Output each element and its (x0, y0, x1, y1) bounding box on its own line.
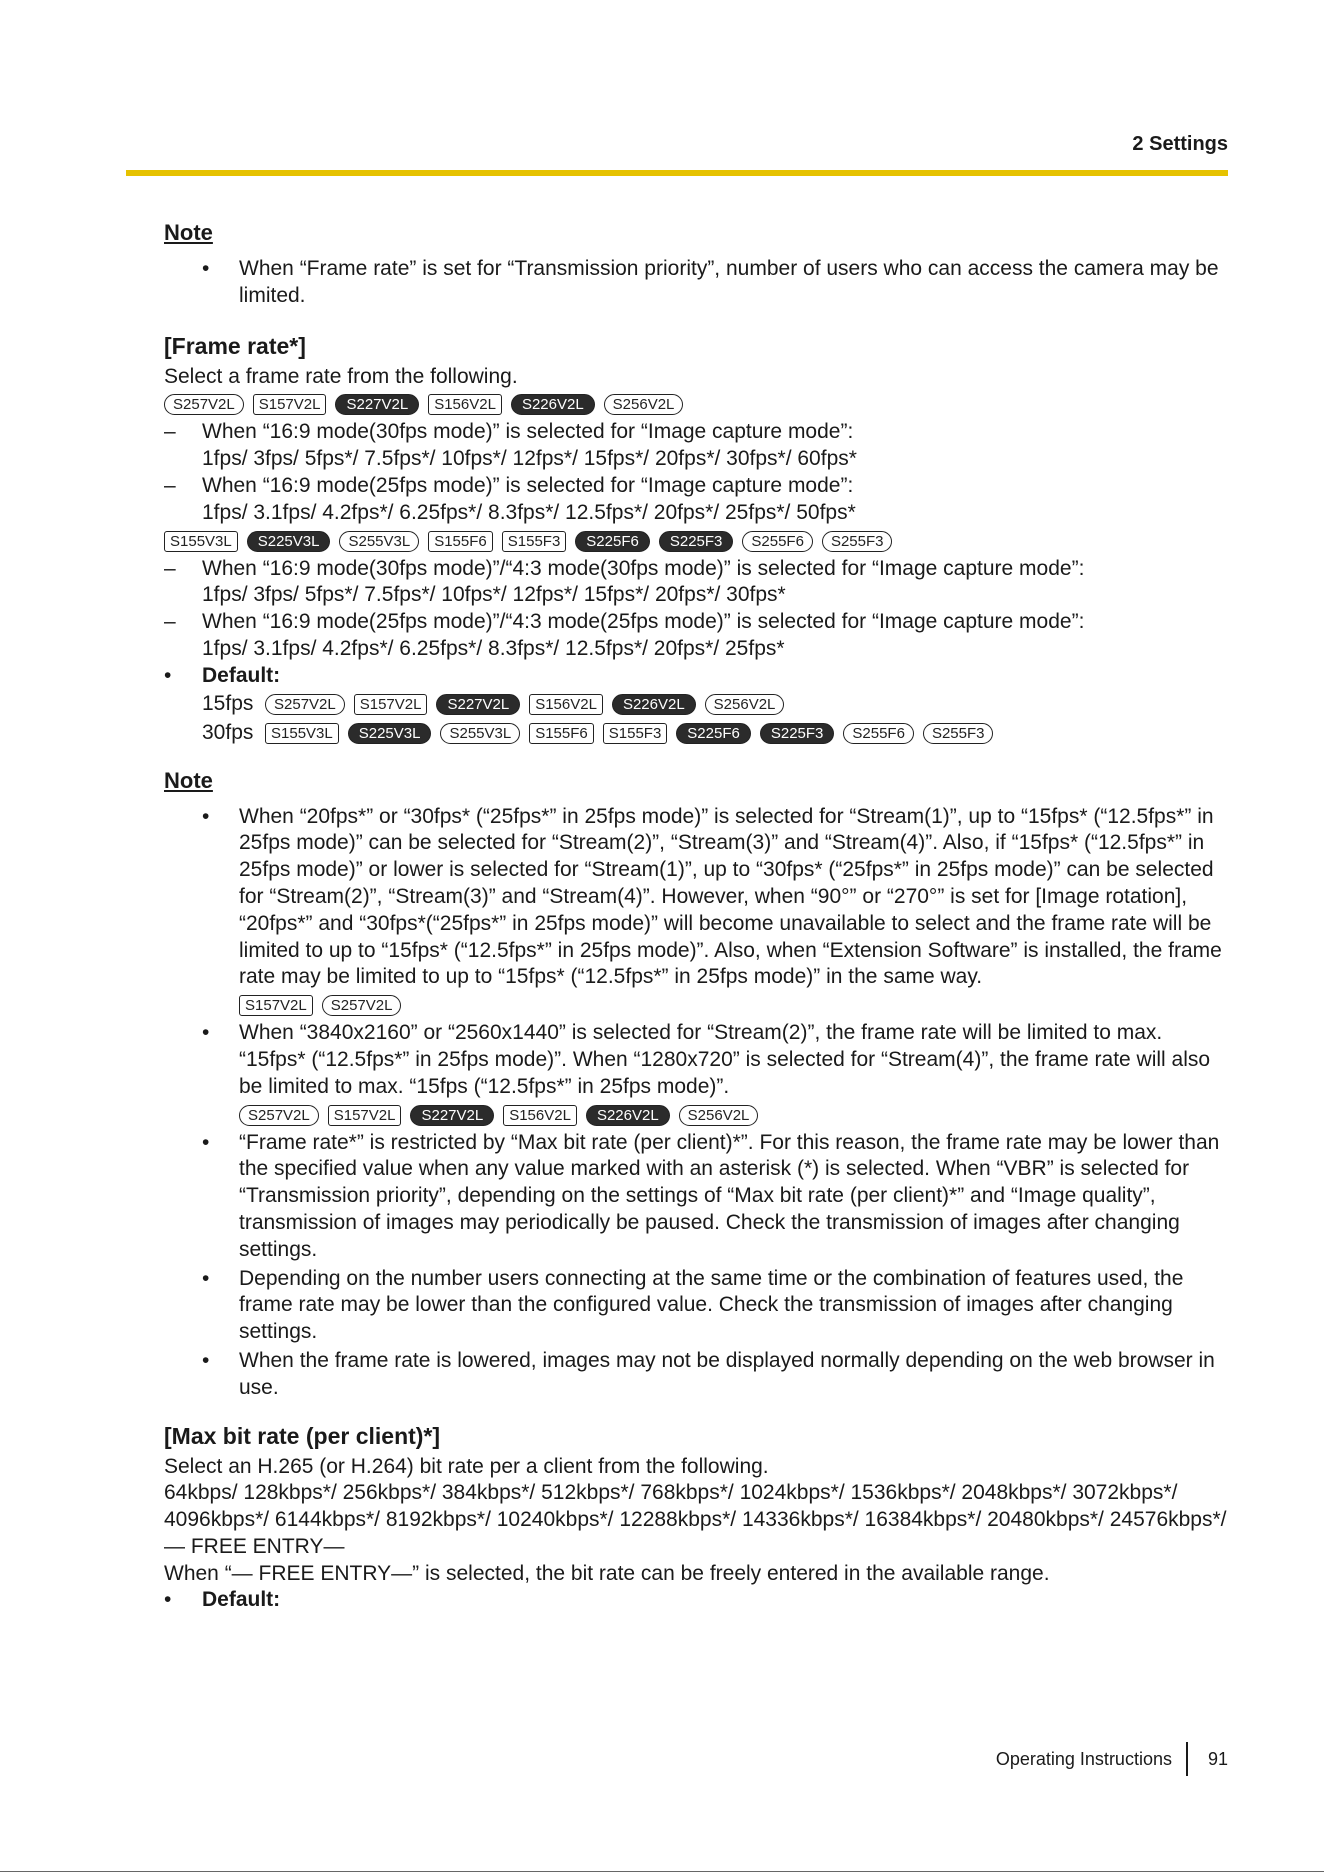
model-tag-row (164, 527, 1228, 556)
model-tag-row (239, 991, 1228, 1020)
model-tag-row (239, 1101, 1228, 1130)
bullet-icon: • (164, 1588, 172, 1612)
bullet-icon: • (202, 804, 210, 828)
footer-separator (1186, 1742, 1188, 1776)
mode-condition: When “16:9 mode(30fps mode)” is selected for “Image capture mode”: (202, 420, 854, 444)
model-tag: S225F6 (676, 723, 751, 744)
model-tag: S255F3 (923, 723, 994, 744)
model-tag: S155V3L (265, 723, 339, 744)
bullet-icon: • (164, 663, 172, 687)
note-block-2 (164, 766, 1228, 1402)
page-number: 91 (1207, 1748, 1228, 1769)
mode-values: 1fps/ 3.1fps/ 4.2fps*/ 6.25fps*/ 8.3fps*/ 12.5fps*/ 20fps*/ 25fps* (202, 636, 785, 660)
bullet-icon: • (202, 257, 210, 280)
model-tag: S227V2L (436, 694, 520, 715)
model-tag: S155F3 (603, 723, 668, 744)
note-bullet-text: When “Frame rate” is set for “Transmission priority”, number of users who can access the camera may be limited. (239, 257, 1219, 307)
model-tag: S157V2L (239, 995, 313, 1016)
model-tag-row (265, 690, 784, 719)
model-tag: S256V2L (705, 694, 785, 715)
page-content (164, 218, 1228, 1614)
header-rule (126, 170, 1228, 176)
mode-values: 1fps/ 3fps/ 5fps*/ 7.5fps*/ 10fps*/ 12fps*/ 15fps*/ 20fps*/ 30fps*/ 60fps* (202, 447, 857, 471)
mode-condition: When “16:9 mode(25fps mode)”/“4:3 mode(25fps mode)” is selected for “Image capture mode”: (202, 610, 1085, 634)
max-bit-rate-title: [Max bit rate (per client)*] (164, 1422, 441, 1449)
model-tag: S157V2L (253, 394, 327, 415)
default-item (164, 663, 1228, 748)
mode-item (164, 556, 1228, 610)
dash-icon: – (164, 420, 176, 444)
note-bullet-text: Depending on the number users connecting at the same time or the combination of features used, the frame rate may be lower than the configured value. Check the transmission of images after changing settings. (239, 1266, 1184, 1344)
note-bullet (164, 1348, 1228, 1402)
section-header: 2 Settings (1132, 133, 1228, 155)
mode-item (164, 473, 1228, 527)
model-tag-row (164, 390, 1228, 419)
footer-label: Operating Instructions (995, 1748, 1172, 1769)
model-tag: S225F6 (575, 531, 650, 552)
note-bullet (164, 256, 1228, 310)
mode-values: 1fps/ 3fps/ 5fps*/ 7.5fps*/ 10fps*/ 12fps*/ 15fps*/ 20fps*/ 30fps* (202, 583, 786, 607)
model-tag: S257V2L (164, 394, 244, 415)
dash-icon: – (164, 556, 176, 580)
default-fps: 30fps (202, 720, 254, 744)
page-footer (996, 1742, 1228, 1776)
model-tag: S227V2L (410, 1105, 494, 1126)
default-label: Default: (202, 1588, 281, 1612)
note-bullet (164, 804, 1228, 1021)
frame-rate-intro: Select a frame rate from the following. (164, 364, 518, 388)
note-heading: Note (164, 220, 213, 245)
model-tag: S225F3 (659, 531, 734, 552)
max-bit-rate-values: 64kbps/ 128kbps*/ 256kbps*/ 384kbps*/ 512kbps*/ 768kbps*/ 1024kbps*/ 1536kbps*/ 2048kbps*/ 3072kbps*/ 4096kbps*/ 6144kbps*/ 8192kbps*/ 10240kbps*/ 12288kbps*/ 14336kbps*/ 16384kbps*/ 20480kbps*/ 24576kbps*/ — FREE ENTRY— (164, 1481, 1227, 1558)
model-tag: S225F3 (760, 723, 835, 744)
model-tag: S225V3L (348, 723, 432, 744)
mode-item (164, 609, 1228, 663)
model-tag: S225V3L (247, 531, 331, 552)
mode-values: 1fps/ 3.1fps/ 4.2fps*/ 6.25fps*/ 8.3fps*/ 12.5fps*/ 20fps*/ 25fps*/ 50fps* (202, 500, 856, 524)
free-entry-note: When “— FREE ENTRY—” is selected, the bit rate can be freely entered in the available range. (164, 1561, 1050, 1585)
model-tag: S155F6 (529, 723, 594, 744)
default-row (202, 690, 1228, 719)
note-bullet-text: When “3840x2160” or “2560x1440” is selected for “Stream(2)”, the frame rate will be limited to max. “15fps* (“12.5fps*” in 25fps mode)”. When “1280x720” is selected for “Stream(4)”, the frame rate will also be limited to max. “15fps (“12.5fps*” in 25fps mode)”. (239, 1021, 1211, 1098)
mode-condition: When “16:9 mode(25fps mode)” is selected for “Image capture mode”: (202, 473, 854, 497)
model-tag: S155F3 (502, 531, 567, 552)
note-heading: Note (164, 767, 213, 793)
model-tag: S257V2L (322, 995, 402, 1016)
bullet-icon: • (202, 1266, 210, 1290)
bullet-icon: • (202, 1021, 210, 1045)
default-item (164, 1587, 1228, 1614)
mode-item (164, 419, 1228, 473)
dash-icon: – (164, 473, 176, 497)
note-bullet (164, 1266, 1228, 1346)
model-tag: S156V2L (428, 394, 502, 415)
default-label: Default: (202, 663, 281, 687)
model-tag: S155F6 (428, 531, 493, 552)
model-tag: S156V2L (529, 694, 603, 715)
frame-rate-title: [Frame rate*] (164, 332, 306, 359)
model-tag: S257V2L (239, 1105, 319, 1126)
model-tag: S226V2L (586, 1105, 670, 1126)
model-tag: S257V2L (265, 694, 345, 715)
max-bit-rate-intro: Select an H.265 (or H.264) bit rate per a client from the following. (164, 1454, 769, 1478)
note-block-1 (164, 218, 1228, 310)
model-tag: S255V3L (440, 723, 520, 744)
model-tag: S256V2L (679, 1105, 759, 1126)
model-tag: S157V2L (328, 1105, 402, 1126)
model-tag: S256V2L (604, 394, 684, 415)
model-tag: S255V3L (339, 531, 419, 552)
model-tag: S227V2L (335, 394, 419, 415)
note-bullet-text: When “20fps*” or “30fps* (“25fps*” in 25fps mode)” is selected for “Stream(1)”, up to “15fps* (“12.5fps*” in 25fps mode)” can be selected for “Stream(2)”, “Stream(3)” and “Stream(4)”. Also, if “15fps* (“12.5fps*” in 25fps mode)” or lower is selected for “Stream(1)”, up to “30fps* (“25fps*” in 25fps mode)” can be selected for “Stream(2)”, “Stream(3)” and “Stream(4)”. However, when “90°” or “270°” is set for [Image rotation], “20fps*” and “30fps*(“25fps*” in 25fps mode)” will become unavailable to select and the frame rate will be limited to up to “15fps* (“12.5fps*” in 25fps mode)”. Also, when “Extension Software” is installed, the frame rate may be limited to up to “15fps* (“12.5fps*” in 25fps mode)” in the same way. (239, 804, 1222, 989)
note-bullet-text: “Frame rate*” is restricted by “Max bit rate (per client)*”. For this reason, the frame rate may be lower than the specified value when any value marked with an asterisk (*) is selected. When “VBR” is selected for “Transmission priority”, depending on the settings of “Max bit rate (per client)*” and “Image quality”, transmission of images may periodically be paused. Check the transmission of images after changing settings. (239, 1130, 1220, 1261)
bullet-icon: • (202, 1130, 210, 1154)
note-bullet-text: When the frame rate is lowered, images may not be displayed normally depending on the web browser in use. (239, 1348, 1215, 1399)
model-tag: S255F6 (843, 723, 914, 744)
model-tag: S255F6 (742, 531, 813, 552)
dash-icon: – (164, 610, 176, 634)
mode-condition: When “16:9 mode(30fps mode)”/“4:3 mode(30fps mode)” is selected for “Image capture mode”: (202, 556, 1085, 580)
bullet-icon: • (202, 1348, 210, 1372)
model-tag: S255F3 (822, 531, 893, 552)
frame-rate-section (164, 330, 1228, 748)
model-tag: S155V3L (164, 531, 238, 552)
default-fps: 15fps (202, 691, 254, 715)
model-tag: S226V2L (612, 694, 696, 715)
model-tag: S157V2L (354, 694, 428, 715)
model-tag-row (265, 719, 993, 748)
model-tag: S226V2L (511, 394, 595, 415)
note-bullet (164, 1130, 1228, 1264)
default-row (202, 719, 1228, 748)
note-bullet (164, 1020, 1228, 1129)
max-bit-rate-section (164, 1420, 1228, 1615)
model-tag: S156V2L (503, 1105, 577, 1126)
